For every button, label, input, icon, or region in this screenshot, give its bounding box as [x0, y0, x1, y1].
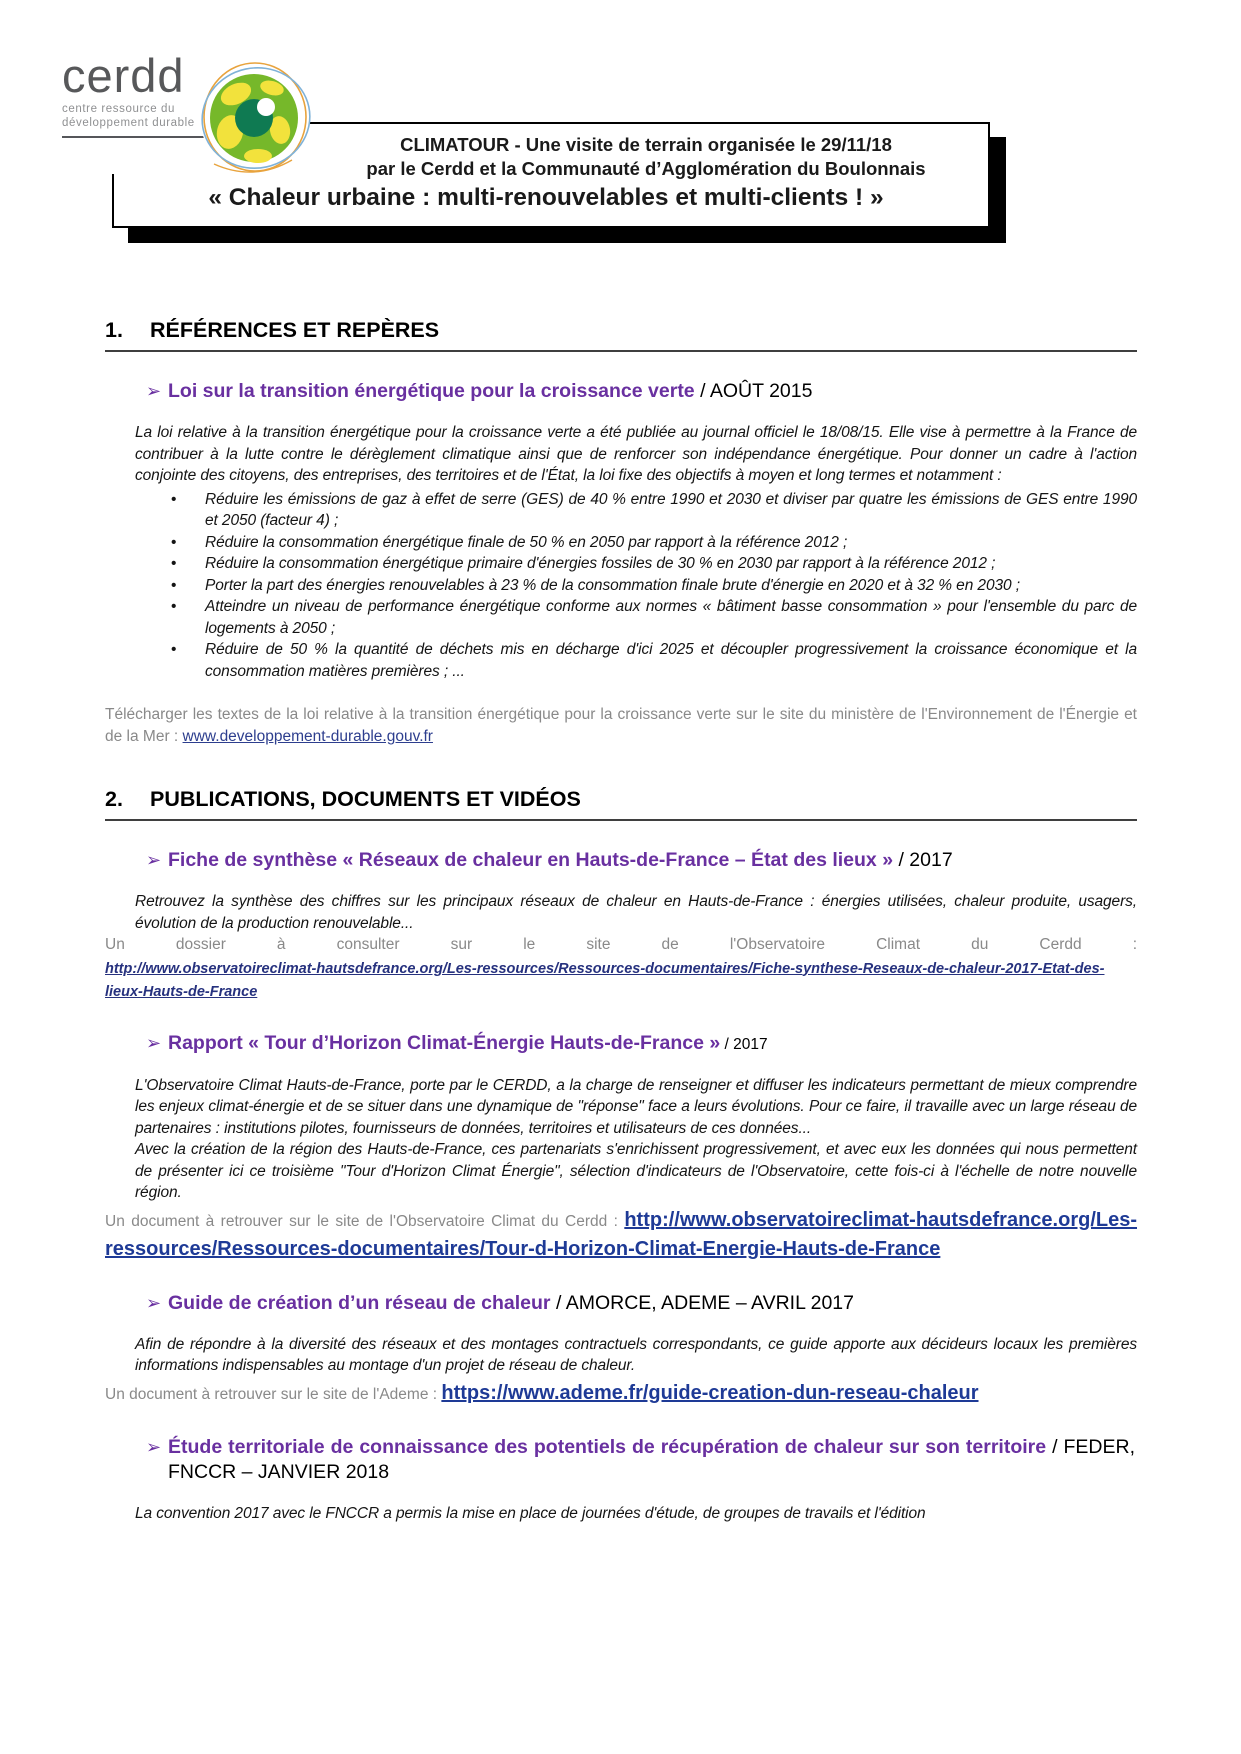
list-item — [105, 639, 1137, 682]
item-date: / FEDER, FNCCR – JANVIER 2018 — [168, 1435, 1135, 1483]
item-date: / 2017 — [720, 1035, 768, 1053]
header-main-title: « Chaleur urbaine : multi-renouvelables et multi-clients ! » — [208, 184, 884, 211]
item-title: Fiche de synthèse « Réseaux de chaleur en Hauts-de-France – État des lieux » — [168, 849, 894, 871]
logo-wordmark: cerdd — [62, 49, 185, 102]
header-line2: par le Cerdd et la Communauté d’Agglomération du Boulonnais — [366, 158, 926, 179]
item-date: / AMORCE, ADEME – AVRIL 2017 — [550, 1291, 854, 1314]
fiche-paragraph: Retrouvez la synthèse des chiffres sur les principaux réseaux de chaleur en Hauts-de-France : énergies utilisées, chaleur produite, usagers, évolution de la production renouvelable... — [135, 893, 1137, 932]
item-heading-loi-transition — [105, 379, 1137, 404]
fiche-synthese-link[interactable]: http://www.observatoireclimat-hautsdefrance.org/Les-ressources/Ressources-documentaires/Fiche-synthese-Reseaux-de-chaleur-2017-Etat-des-lieux-Hauts-de-France — [105, 960, 1105, 1000]
header-line1: CLIMATOUR - Une visite de terrain organisée le 29/11/18 — [400, 134, 892, 155]
list-item-text: Réduire de 50 % la quantité de déchets mis en décharge d'ici 2025 et découpler progressivement la croissance économique et la consommation matières premières ; ... — [205, 641, 1137, 680]
list-item — [105, 596, 1137, 639]
section-2-title: PUBLICATIONS, DOCUMENTS ET VIDÉOS — [150, 787, 581, 811]
list-item-text: Réduire la consommation énergétique primaire d'énergies fossiles de 30 % en 2030 par rapport à la référence 2012 ; — [205, 555, 996, 572]
item-heading-fiche-synthese — [105, 848, 1137, 873]
logo-tagline-line2: développement durable — [62, 117, 195, 130]
item-heading-rapport-tour-horizon — [105, 1031, 1137, 1057]
list-item-text: Réduire les émissions de gaz à effet de serre (GES) de 40 % entre 1990 et 2030 et diviser par quatre les émissions de GES entre 1990 et 2050 (facteur 4) ; — [205, 490, 1137, 529]
item-date: / 2017 — [893, 849, 953, 871]
rapport-paragraph-1: L'Observatoire Climat Hauts-de-France, porte par le CERDD, a la charge de renseigner et diffuser les indicateurs permettant de mieux comprendre les enjeux climat-énergie et de se situer dans une dynamique de "réponse" face a leurs évolutions. Pour ce faire, il travaille avec un large réseau de partenaires : institutions pilotes, fournisseurs de données, territoires et utilisateurs de ces données... — [135, 1076, 1137, 1137]
logo-tagline-line1: centre ressource du — [62, 103, 176, 115]
document-content — [0, 318, 1241, 1524]
list-item — [105, 575, 1137, 597]
globe-icon — [200, 60, 312, 178]
section-1-number: 1. — [105, 318, 123, 342]
item-title: Guide de création d’un réseau de chaleur — [168, 1291, 551, 1314]
guide-document-line — [105, 1379, 1137, 1408]
cerdd-logo — [62, 49, 310, 174]
list-item — [105, 532, 1137, 554]
guide-doc-prefix: Un document à retrouver sur le site de l'Ademe : — [105, 1385, 442, 1403]
ademe-guide-link[interactable]: https://www.ademe.fr/guide-creation-dun-reseau-chaleur — [441, 1381, 979, 1404]
arrow-bullet-icon: ➢ — [146, 1292, 162, 1313]
list-item-text: Réduire la consommation énergétique finale de 50 % en 2050 par rapport à la référence 2012 ; — [205, 533, 848, 551]
download-text: Télécharger les textes de la loi relative à la transition énergétique pour la croissance verte sur le site du ministère de l'Environnement de l'Énergie et de la Mer : — [105, 706, 1137, 745]
download-paragraph — [105, 704, 1137, 747]
list-item — [105, 489, 1137, 532]
section-2-number: 2. — [105, 787, 123, 811]
arrow-bullet-icon: ➢ — [146, 850, 162, 870]
item-heading-etude-territoriale — [105, 1435, 1137, 1485]
list-item-text: Porter la part des énergies renouvelables à 23 % de la consommation finale brute d'énergie en 2020 et à 32 % en 2030 ; — [205, 576, 1020, 594]
list-item — [105, 553, 1137, 575]
loi-intro-paragraph: La loi relative à la transition énergétique pour la croissance verte a été publiée au journal officiel le 18/08/15. Elle vise à permettre à la France de contribuer à la lutte contre le dérèglement climatique ainsi que de renforcer son indépendance énergétique. Pour donner un cadre à l'action conjointe des citoyens, des entreprises, des territoires et de l'État, la loi fixe des objectifs à moyen et long termes et notamment : — [135, 424, 1137, 484]
item-title: Étude territoriale de connaissance des potentiels de récupération de chaleur sur son territoire — [168, 1435, 1047, 1458]
tour-horizon-link[interactable]: http://www.observatoireclimat-hautsdefrance.org/Les-ressources/Ressources-documentaires/Tour-d-Horizon-Climat-Energie-Hauts-de-France — [105, 1208, 1137, 1260]
section-2-heading — [105, 787, 1137, 821]
arrow-bullet-icon: ➢ — [146, 381, 162, 401]
rapport-paragraph-2: Avec la création de la région des Hauts-de-France, ces partenariats s'enrichissent progressivement, et avec eux les données qui nous permettent de présenter ici ce troisième "Tour d'Horizon Climat Énergie", sélection d'indicateurs de l'Observatoire, cette fois-ci à l'échelle de notre nouvelle région. — [135, 1141, 1137, 1201]
section-1-title: RÉFÉRENCES ET REPÈRES — [150, 318, 440, 342]
arrow-bullet-icon: ➢ — [146, 1436, 162, 1457]
rapport-document-line — [105, 1206, 1137, 1264]
loi-objectives-list — [105, 489, 1137, 683]
item-title: Loi sur la transition énergétique pour la croissance verte — [168, 380, 695, 402]
item-title: Rapport « Tour d’Horizon Climat-Énergie Hauts-de-France » — [168, 1031, 721, 1054]
guide-paragraph: Afin de répondre à la diversité des réseaux et des montages contractuels correspondants, ce guide apporte aux décideurs locaux les premières informations indispensables au montage d'un projet de réseau de chaleur. — [135, 1335, 1137, 1374]
list-item-text: Atteindre un niveau de performance énergétique conforme aux normes « bâtiment basse consommation » pour l'ensemble du parc de logements à 2050 ; — [205, 598, 1137, 637]
section-1-heading — [105, 318, 1137, 352]
item-date: / AOÛT 2015 — [694, 380, 813, 402]
etude-paragraph: La convention 2017 avec le FNCCR a permis la mise en place de journées d'étude, de groupes de travails et l'édition — [135, 1504, 926, 1522]
rapport-doc-prefix: Un document à retrouver sur le site de l'Observatoire Climat du Cerdd : — [105, 1212, 625, 1230]
arrow-bullet-icon: ➢ — [146, 1032, 162, 1053]
developpement-durable-link[interactable]: www.developpement-durable.gouv.fr — [182, 727, 433, 745]
fiche-consult-line: Un dossier à consulter sur le site de l'Observatoire Climat du Cerdd : — [105, 936, 1137, 953]
item-heading-guide-reseau-chaleur — [105, 1291, 1137, 1316]
